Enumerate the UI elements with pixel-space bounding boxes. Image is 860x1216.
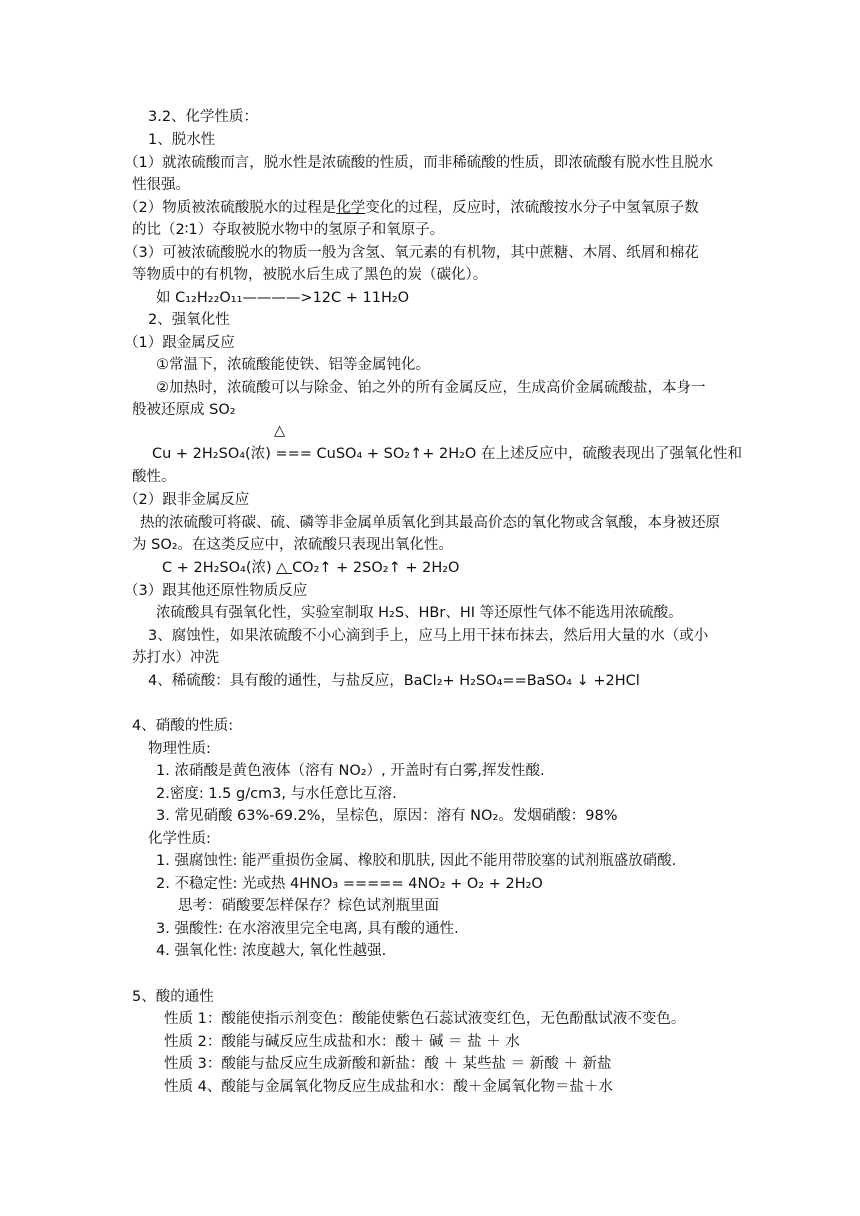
list-item: 性质 3：酸能与盐反应生成新酸和新盐：酸 ＋ 某些盐 ＝ 新酸 ＋ 新盐 bbox=[164, 1056, 612, 1072]
paragraph-line: ①常温下，浓硫酸能使铁、铝等金属钝化。 bbox=[156, 357, 430, 373]
heat-symbol: △ bbox=[274, 423, 286, 439]
paragraph-line bbox=[124, 199, 699, 217]
paragraph-line: （3）可被浓硫酸脱水的物质一般为含氢、氧元素的有机物，其中蔗糖、木屑、纸屑和棉花 bbox=[124, 245, 699, 261]
subsection-title: 1、脱水性 bbox=[148, 132, 216, 148]
subsection-title: 2、强氧化性 bbox=[148, 312, 230, 328]
list-item: 4. 强氧化性: 浓度越大, 氧化性越强. bbox=[156, 943, 387, 959]
equation: Cu + 2H₂SO₄(浓) === CuSO₄ + SO₂↑+ 2H₂O 在上述反应中，硫酸表现出了强氧化性和 bbox=[152, 446, 742, 462]
equation bbox=[162, 559, 459, 577]
equation: 如 C₁₂H₂₂O₁₁————>12C + 11H₂O bbox=[156, 290, 410, 306]
paragraph-line: 3、腐蚀性，如果浓硫酸不小心滴到手上，应马上用干抹布抹去，然后用大量的水（或小 bbox=[148, 628, 709, 644]
underlined-link[interactable]: 化学 bbox=[336, 200, 366, 216]
list-item: 性质 2：酸能与碱反应生成盐和水：酸＋ 碱 ＝ 盐 ＋ 水 bbox=[164, 1034, 520, 1050]
list-item: 1. 强腐蚀性: 能严重损伤金属、橡胶和肌肤, 因此不能用带胶塞的试剂瓶盛放硝酸. bbox=[156, 853, 677, 869]
text-segment: 变化的过程，反应时，浓硫酸按水分子中氢氧原子数 bbox=[365, 200, 699, 216]
list-item: 性质 1：酸能使指示剂变色：酸能使紫色石蕊试液变红色，无色酚酞试液不变色。 bbox=[164, 1011, 686, 1027]
paragraph-line: 般被还原成 SO₂ bbox=[132, 402, 236, 418]
paragraph-line: （3）跟其他还原性物质反应 bbox=[124, 583, 308, 599]
paragraph-line: 浓硫酸具有强氧化性，实验室制取 H₂S、HBr、HI 等还原性气体不能选用浓硫酸。 bbox=[156, 605, 683, 621]
list-item: 1. 浓硝酸是黄色液体（溶有 NO₂）, 开盖时有白雾,挥发性酸. bbox=[156, 763, 545, 779]
text-segment: （2）物质被浓硫酸脱水的过程是 bbox=[124, 200, 337, 216]
section-heading: 5、酸的通性 bbox=[132, 989, 214, 1005]
paragraph-line: ②加热时，浓硫酸可以与除金、铂之外的所有金属反应，生成高价金属硫酸盐，本身一 bbox=[156, 380, 706, 396]
paragraph-line: 等物质中的有机物，被脱水后生成了黑色的炭（碳化）。 bbox=[132, 267, 488, 283]
paragraph-line: 热的浓硫酸可将碳、硫、磷等非金属单质氧化到其最高价态的氧化物或含氧酸，本身被还原 bbox=[140, 515, 720, 531]
text-segment: CO₂↑ + 2SO₂↑ + 2H₂O bbox=[292, 560, 460, 576]
list-item: 思考：硝酸要怎样保存？棕色试剂瓶里面 bbox=[178, 898, 439, 914]
text-segment: C + 2H₂SO₄(浓) bbox=[162, 560, 277, 576]
paragraph-line: （1）跟金属反应 bbox=[124, 335, 235, 351]
section-heading: 4、硝酸的性质: bbox=[132, 718, 234, 734]
paragraph-line: 为 SO₂。在这类反应中，浓硫酸只表现出氧化性。 bbox=[132, 537, 454, 553]
paragraph-line: 4、稀硫酸：具有酸的通性，与盐反应，BaCl₂+ H₂SO₄==BaSO₄ ↓ +2HCl bbox=[148, 673, 640, 689]
paragraph-line: 酸性。 bbox=[132, 469, 176, 485]
subsection-title: 化学性质: bbox=[148, 831, 211, 847]
subsection-title: 物理性质: bbox=[148, 741, 211, 757]
paragraph-line: （1）就浓硫酸而言，脱水性是浓硫酸的性质，而非稀硫酸的性质，即浓硫酸有脱水性且脱水 bbox=[124, 155, 714, 171]
list-item: 2.密度: 1.5 g/cm3, 与水任意比互溶. bbox=[156, 786, 397, 802]
paragraph-line: 性很强。 bbox=[132, 177, 190, 193]
section-heading: 3.2、化学性质： bbox=[148, 109, 259, 125]
paragraph-line: （2）跟非金属反应 bbox=[124, 492, 250, 508]
paragraph-line: 苏打水）冲洗 bbox=[132, 650, 219, 666]
list-item: 2. 不稳定性: 光或热 4HNO₃ ===== 4NO₂ + O₂ + 2H₂O bbox=[156, 876, 543, 892]
paragraph-line: 的比（2∶1）夺取被脱水物中的氢原子和氧原子。 bbox=[132, 222, 445, 238]
list-item: 3. 常见硝酸 63%-69.2%，呈棕色，原因：溶有 NO₂。发烟硝酸：98% bbox=[156, 808, 618, 824]
list-item: 性质 4、酸能与金属氧化物反应生成盐和水：酸＋金属氧化物＝盐＋水 bbox=[164, 1079, 613, 1095]
list-item: 3. 强酸性: 在水溶液里完全电离, 具有酸的通性. bbox=[156, 921, 459, 937]
heat-condition: △ bbox=[276, 560, 293, 576]
